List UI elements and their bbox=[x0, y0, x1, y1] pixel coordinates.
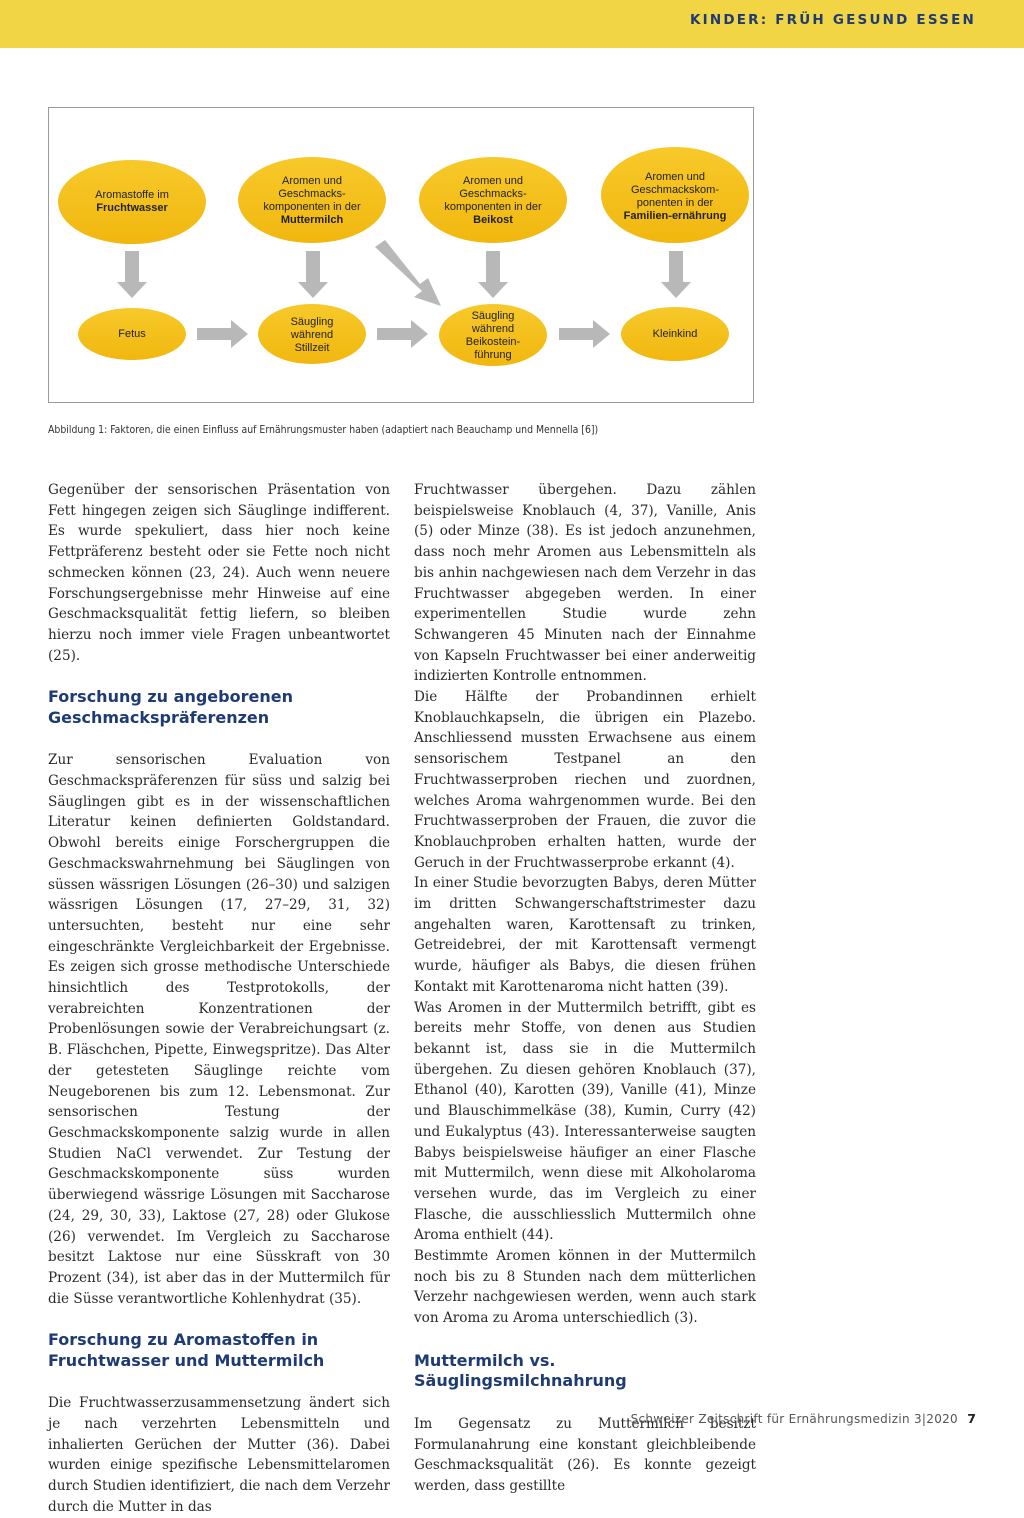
label-fruchtwasser bbox=[67, 174, 197, 230]
page-number: 7 bbox=[967, 1411, 976, 1426]
paragraph: Fruchtwasser übergehen. Dazu zählen beispielsweise Knoblauch (4, 37), Vanille, Anis (5) oder Minze (38). Es ist jedoch anzunehmen, dass noch mehr Aromen aus Lebensmitteln als bis anhin nachgewiesen nach dem Verzehr in das Fruchtwasser abgegeben werden. In einer experimentellen Studie wurde zehn Schwangeren 45 Minuten nach der Einnahme von Kapseln Fruchtwasser bei einer anderweitig indizierten Kontrolle entnommen. bbox=[414, 482, 756, 685]
label-bold: Fruchtwasser bbox=[96, 202, 168, 214]
label-stillzeit bbox=[278, 312, 346, 358]
label-pre: Aromastoffe im bbox=[95, 189, 169, 201]
arrow-diagonal bbox=[375, 240, 441, 306]
right-column bbox=[414, 480, 756, 1497]
arrow-down-2 bbox=[298, 251, 328, 298]
label-bold: Muttermilch bbox=[280, 214, 344, 226]
label-pre: Aromen und Geschmacks-komponenten in der bbox=[444, 175, 542, 213]
label-pre: Aromen und Geschmackskom-ponenten in der bbox=[630, 171, 720, 209]
paragraph: Was Aromen in der Muttermilch betrifft, gibt es bereits mehr Stoffe, von denen aus Studien bekannt ist, dass sie in die Muttermilch übergehen. Zu diesen gehören Knoblauch (37), Ethanol (40), Karotten (39), Vanille (41), Minze und Blauschimmelkäse (38), Kumin, Curry (42) und Eukalyptus (43). Interessanterweise saugten Babys beispielsweise häufiger an einer Flasche mit Muttermilch, wenn diese mit Alkoholaroma versehen wurde, das im Vergleich zu einer Flasche, die ausschliesslich Muttermilch ohne Aroma enthielt (44). bbox=[414, 999, 756, 1244]
arrow-right-2 bbox=[377, 320, 428, 348]
arrow-right-3 bbox=[559, 320, 610, 348]
label-beikost bbox=[438, 168, 548, 234]
figure-caption: Abbildung 1: Faktoren, die einen Einfluss auf Ernährungsmuster haben (adaptiert nach Beauchamp und Mennella [6]) bbox=[48, 424, 599, 436]
paragraph: Im Gegensatz zu Muttermilch besitzt Formulanahrung eine konstant gleichbleibende Geschmacksqualität (26). Es konnte gezeigt werden, dass gestillte bbox=[414, 1415, 756, 1494]
arrow-down-3 bbox=[478, 251, 508, 298]
section-heading: Muttermilch vs. Säuglingsmilchnahrung bbox=[414, 1350, 627, 1391]
label-muttermilch bbox=[257, 168, 367, 234]
label-beikosteinfuehrung bbox=[457, 308, 529, 364]
section-heading: Forschung zu angeborenen Geschmackspräferenzen bbox=[48, 687, 293, 727]
label-fetus bbox=[92, 318, 172, 350]
arrow-right-1 bbox=[197, 320, 248, 348]
label-text: Säugling während Beikostein-führung bbox=[465, 310, 521, 361]
paragraph: Bestimmte Aromen können in der Muttermilch noch bis zu 8 Stunden nach dem mütterlichen Verzehr nachgewiesen werden, wenn auch stark von Aroma zu Aroma unterschiedlich (3). bbox=[414, 1248, 756, 1327]
arrow-down-1 bbox=[117, 251, 147, 298]
figure-1 bbox=[48, 107, 754, 403]
left-column bbox=[48, 480, 390, 1518]
label-bold: Beikost bbox=[473, 214, 513, 226]
label-text: Fetus bbox=[118, 327, 146, 340]
paragraph: Gegenüber der sensorischen Präsentation von Fett hingegen zeigen sich Säuglinge indifferent. Es wurde spekuliert, dass hier noch keine Fettpräferenz besteht oder sie Fette noch nicht schmecken können (23, 24). Auch wenn neuere Forschungsergebnisse mehr Hinweise auf eine Geschmacksqualität fettig liefern, so bleiben hierzu noch immer viele Fragen unbeantwortet (25). bbox=[48, 482, 390, 664]
arrows-down bbox=[117, 251, 691, 298]
flow-diagram bbox=[49, 108, 755, 404]
section-banner bbox=[0, 0, 1024, 48]
label-bold: Familien-ernährung bbox=[623, 210, 727, 222]
paragraph: Die Fruchtwasserzusammensetzung ändert sich je nach verzehrten Lebensmitteln und inhalierten Gerüchen der Mutter (36). Dabei wurden einige spezifische Lebensmittelaromen durch Studien identifiziert, die nach dem Verzehr durch die Mutter in das bbox=[48, 1395, 390, 1515]
paragraph: Die Hälfte der Probandinnen erhielt Knoblauchkapseln, die übrigen ein Plazebo. Anschliessend mussten Erwachsene aus einem sensorischem Testpanel an den Fruchtwasserproben riechen und zuordnen, welches Aroma wahrgenommen wurde. Bei den Fruchtwasserproben der Frauen, die zuvor die Knoblauchproben erhalten hatten, wurde der Geruch in der Fruchtwasserprobe erkannt (4). bbox=[414, 689, 756, 871]
label-familienernaehrung bbox=[619, 160, 731, 234]
section-title: KINDER: FRÜH GESUND ESSEN bbox=[689, 12, 976, 28]
label-text: Kleinkind bbox=[652, 327, 698, 340]
label-text: Säugling während Stillzeit bbox=[290, 315, 334, 354]
label-kleinkind bbox=[635, 318, 715, 350]
section-heading: Forschung zu Aromastoffen in Fruchtwasser und Muttermilch bbox=[48, 1330, 325, 1370]
journal-name: Schweizer Zeitschrift für Ernährungsmedizin 3|2020 bbox=[630, 1412, 958, 1426]
arrow-down-4 bbox=[661, 251, 691, 298]
paragraph: Zur sensorischen Evaluation von Geschmackspräferenzen für süss und salzig bei Säuglingen gibt es in der wissenschaftlichen Literatur keinen definierten Goldstandard. Obwohl bereits einige Forschergruppen die Geschmackswahrnehmung bei Säuglingen von süssen wässrigen Lösungen (26–30) und salzigen wässrigen Lösungen (17, 27–29, 31, 32) untersuchten, besteht nur eine sehr eingeschränkte Vergleichbarkeit der Ergebnisse. Es zeigen sich grosse methodische Unterschiede hinsichtlich des Testprotokolls, der verabreichten Konzentrationen der Probenlösungen sowie der Verabreichungsart (z. B. Fläschchen, Pipette, Einwegspritze). Das Alter der getesteten Säuglinge reichte vom Neugeborenen bis zum 12. Lebensmonat. Zur sensorischen Testung der Geschmackskomponente salzig wurde in allen Studien NaCl verwendet. Zur Testung der Geschmackskomponente süss wurden überwiegend wässrige Lösungen mit Saccharose (24, 29, 30, 33), Laktose (27, 28) oder Glukose (26) verwendet. Im Vergleich zu Saccharose besitzt Laktose nur eine Süsskraft von 30 Prozent (34), ist aber das in der Muttermilch für die Süsse verantwortliche Kohlenhydrat (35). bbox=[48, 752, 390, 1307]
label-pre: Aromen und Geschmacks-komponenten in der bbox=[263, 175, 361, 213]
paragraph: In einer Studie bevorzugten Babys, deren Mütter im dritten Schwangerschaftstrimester dazu angehalten waren, Karottensaft zu trinken, Getreidebrei, der mit Karottensaft vermengt wurde, häufiger als Babys, die diesen frühen Kontakt mit Karottenaroma nicht hatten (39). bbox=[414, 875, 756, 995]
